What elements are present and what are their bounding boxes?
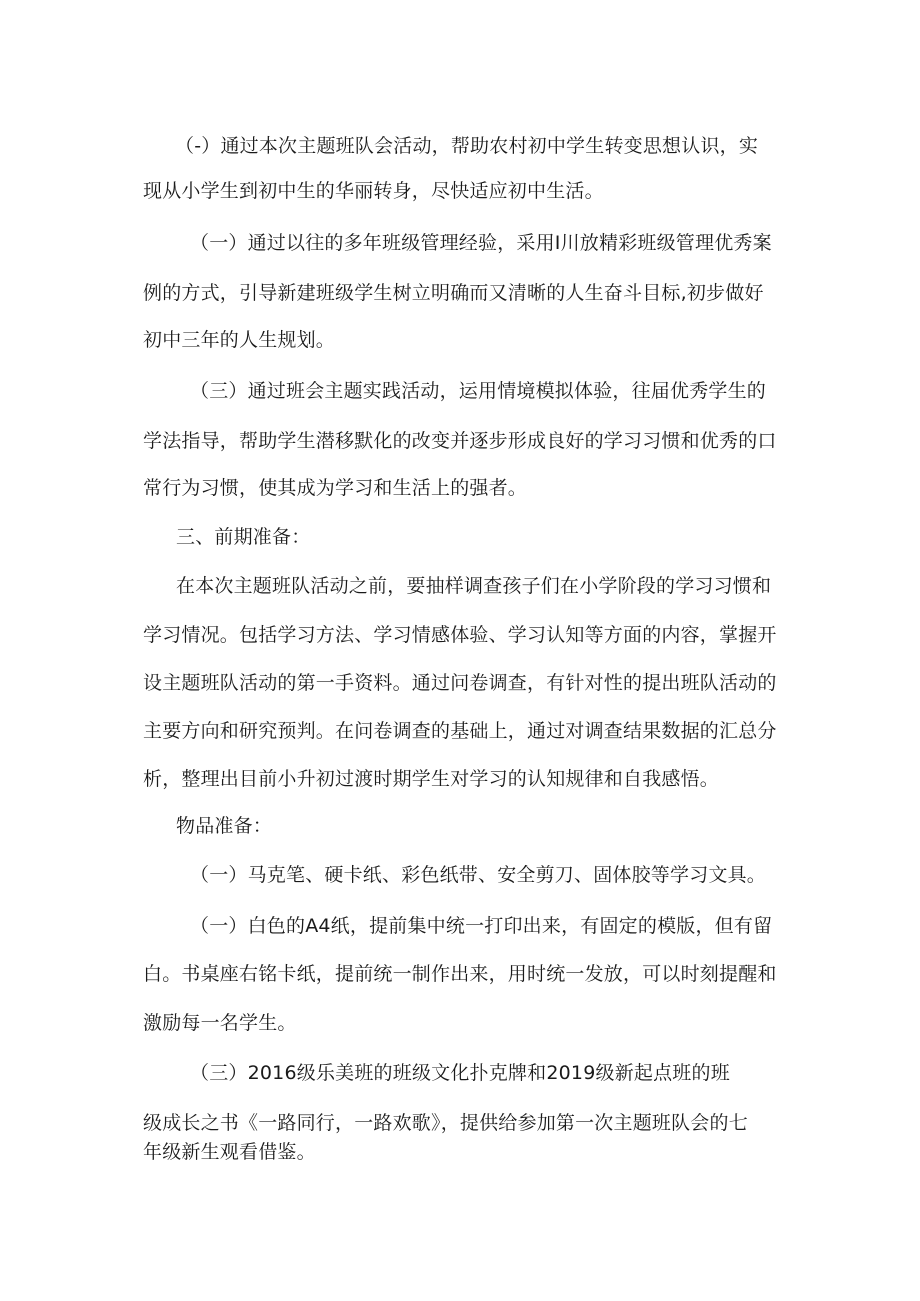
text-line: 主要方向和研究预判。在问卷调查的基础上，通过对调查结果数据的汇总分 [143, 720, 777, 742]
text-line: 初中三年的人生规划。 [143, 329, 336, 351]
text-line: 现从小学生到初中生的华丽转身，尽快适应初中生活。 [143, 180, 604, 202]
section-heading: 三、前期准备： [176, 526, 311, 548]
text-line: 级成长之书《一路同行，一路欢歌》，提供给参加第一次主题班队会的七 [143, 1112, 748, 1134]
text-line: 常行为习惯，使其成为学习和生活上的强者。 [143, 477, 528, 499]
text-line: 白。书桌座右铭卡纸，提前统一制作出来，用时统一发放，可以时刻提醒和 [143, 963, 777, 985]
text-line: 学习情况。包括学习方法、学习情感体验、学习认知等方面的内容，掌握开 [143, 624, 777, 646]
text-line: 年级新生观看借鉴。 [143, 1141, 316, 1163]
text-line: （一）马克笔、硬卡纸、彩色纸带、安全剪刀、固体胶等学习文具。 [190, 864, 767, 886]
text-line: 例的方式，引导新建班级学生树立明确而又清晰的人生奋斗目标,初步做好 [143, 282, 764, 304]
text-line: 学法指导，帮助学生潜移默化的改变并逐步形成良好的学习习惯和优秀的口 [143, 430, 777, 452]
text-line: （三）通过班会主题实践活动，运用情境模拟体验，往届优秀学生的 [190, 380, 767, 402]
text-line: 激励每一名学生。 [143, 1012, 297, 1034]
text-line: （-）通过本次主题班队会活动，帮助农村初中学生转变思想认识，实 [175, 135, 759, 157]
text-line: 析，整理出目前小升初过渡时期学生对学习的认知规律和自我感悟。 [143, 768, 720, 790]
text-line: （三）2016级乐美班的班级文化扑克牌和2019级新起点班的班 [190, 1062, 730, 1084]
text-line: （一）白色的A4纸，提前集中统一打印出来，有固定的模版，但有留 [190, 915, 773, 937]
text-line: （一）通过以往的多年班级管理经验，采用I川放精彩班级管理优秀案 [190, 232, 772, 254]
text-line: 在本次主题班队活动之前，要抽样调查孩子们在小学阶段的学习习惯和 [176, 575, 772, 597]
text-line: 设主题班队活动的第一手资料。通过问卷调查，有针对性的提出班队活动的 [143, 672, 777, 694]
section-heading: 物品准备： [176, 815, 273, 837]
